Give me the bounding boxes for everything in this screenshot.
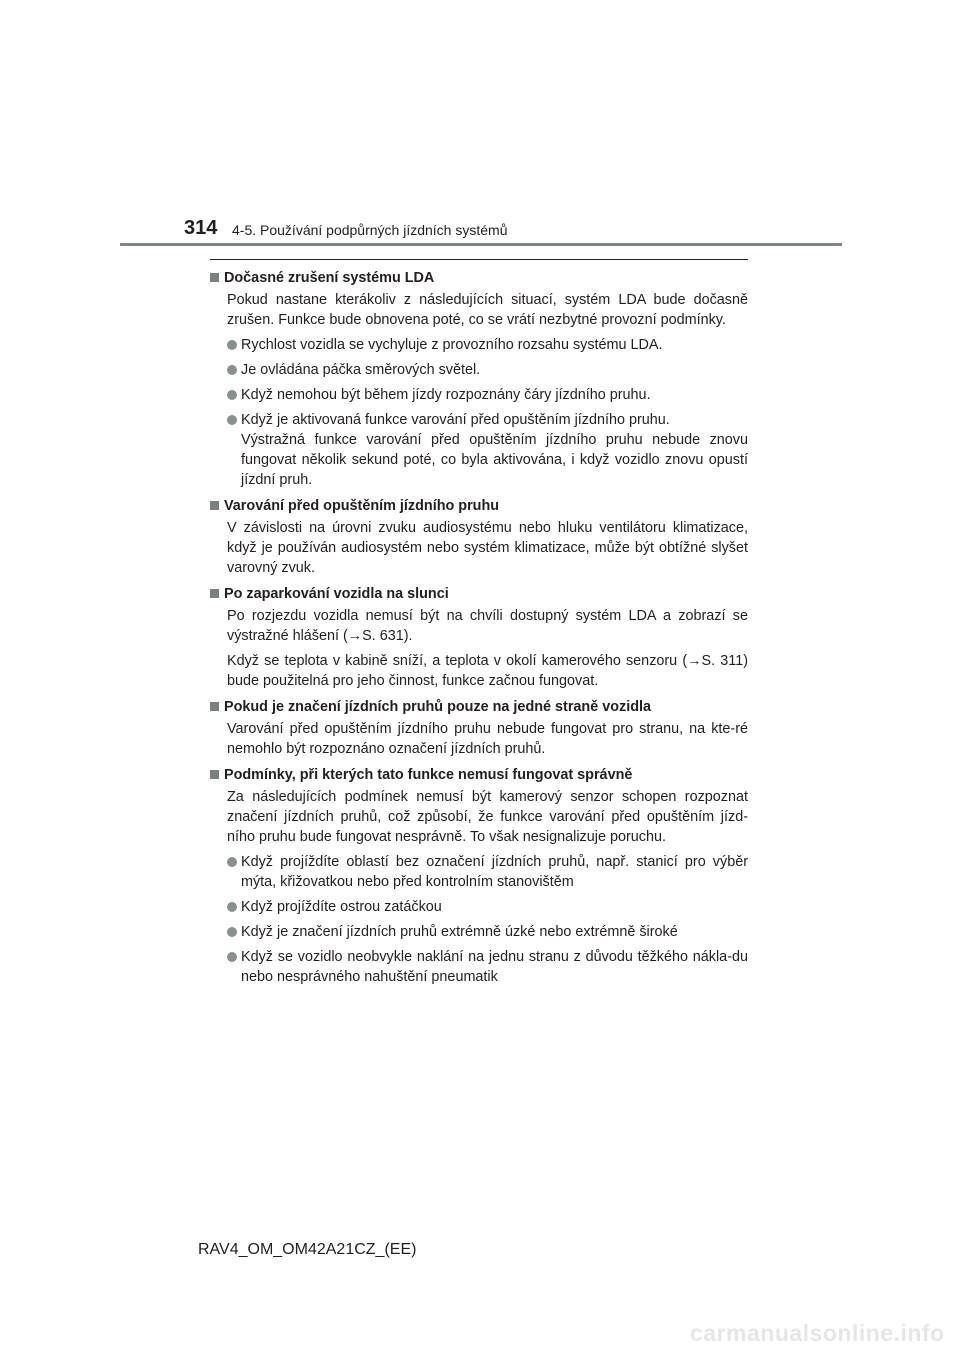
round-bullet-icon [227, 340, 237, 350]
bullet-item [210, 897, 748, 917]
bullet-line: Když je značení jízdních pruhů extrémně úzké nebo extrémně široké [241, 924, 678, 940]
section-heading [210, 268, 748, 288]
round-bullet-icon [227, 927, 237, 937]
page-number: 314 [184, 217, 218, 239]
bullet-text [241, 410, 748, 490]
square-bullet-icon [210, 501, 219, 510]
section-paragraph: Pokud nastane kterákoliv z následujících situací, systém LDA bude dočasně zrušen. Funkce bude obnovena poté, co se vrátí nezbytné provozní podmínky. [227, 292, 748, 328]
section-rule [210, 259, 748, 260]
bullet-text [241, 852, 748, 892]
section-heading-text: Varování před opuštěním jízdního pruhu [224, 498, 500, 514]
bullet-line: Když se vozidlo neobvykle naklání na jednu stranu z důvodu těžkého nákla-du nebo nesprávného nahuštění pneumatik [241, 949, 748, 985]
section-paragraph: Když se teplota v kabině sníží, a teplota v okolí kamerového senzoru (→S. 311) bude použitelná pro jeho činnost, funkce začnou fungovat. [227, 653, 748, 689]
bullet-item [210, 852, 748, 892]
section-paragraph: Po rozjezdu vozidla nemusí být na chvíli dostupný systém LDA a zobrazí se výstražné hlášení (→S. 631). [227, 608, 748, 644]
bullet-line: Je ovládána páčka směrových světel. [241, 362, 481, 378]
section-heading-text: Pokud je značení jízdních pruhů pouze na jedné straně vozidla [224, 699, 651, 715]
section-heading [210, 584, 748, 604]
section-heading-text: Dočasné zrušení systému LDA [224, 270, 435, 286]
section-paragraph: V závislosti na úrovni zvuku audiosystému nebo hluku ventilátoru klimatizace, když je používán audiosystém nebo systém klimatizace, může být obtížné slyšet varovný zvuk. [227, 520, 748, 576]
round-bullet-icon [227, 857, 237, 867]
section-block [210, 496, 748, 578]
bullet-text [241, 947, 748, 987]
section-block [210, 697, 748, 759]
section-block [210, 268, 748, 490]
section-heading-text: Po zaparkování vozidla na slunci [224, 586, 449, 602]
round-bullet-icon [227, 902, 237, 912]
watermark: carmanualsonline.info [690, 1320, 945, 1346]
round-bullet-icon [227, 415, 237, 425]
round-bullet-icon [227, 952, 237, 962]
footer-doc-code: RAV4_OM_OM42A21CZ_(EE) [198, 1241, 417, 1258]
section-heading-text: Podmínky, při kterých tato funkce nemusí fungovat správně [224, 767, 633, 783]
bullet-item [210, 410, 748, 490]
content [210, 268, 748, 993]
section-heading [210, 765, 748, 785]
section-paragraph: Za následujících podmínek nemusí být kamerový senzor schopen rozpoznat značení jízdních pruhů, což způsobí, že funkce varování před opuštěním jízd-ního pruhu bude fungovat nesprávně. To však nesignalizuje poruchu. [227, 789, 748, 845]
round-bullet-icon [227, 365, 237, 375]
bullet-line: Rychlost vozidla se vychyluje z provozního rozsahu systému LDA. [241, 337, 663, 353]
bullet-line: Výstražná funkce varování před opuštěním jízdního pruhu nebude znovu fungovat několik sekund poté, co byla aktivována, i když vozidlo znovu opustí jízdní pruh. [241, 432, 748, 488]
section-block [210, 765, 748, 987]
square-bullet-icon [210, 702, 219, 711]
bullet-text [241, 335, 748, 355]
bullet-line: Když nemohou být během jízdy rozpoznány čáry jízdního pruhu. [241, 387, 651, 403]
bullet-item [210, 385, 748, 405]
bullet-item [210, 947, 748, 987]
bullet-text [241, 922, 748, 942]
bullet-line: Když projíždíte oblastí bez označení jízdních pruhů, např. stanicí pro výběr mýta, křižovatkou nebo před kontrolním stanovištěm [241, 854, 748, 890]
section-heading [210, 697, 748, 717]
chapter-title: 4-5. Používání podpůrných jízdních systémů [232, 222, 508, 238]
square-bullet-icon [210, 273, 219, 282]
bullet-item [210, 335, 748, 355]
square-bullet-icon [210, 770, 219, 779]
square-bullet-icon [210, 589, 219, 598]
bullet-line: Když je aktivovaná funkce varování před opuštěním jízdního pruhu. [241, 412, 670, 428]
bullet-text [241, 897, 748, 917]
section-paragraph: Varování před opuštěním jízdního pruhu nebude fungovat pro stranu, na kte-ré nemohlo být rozpoznáno označení jízdních pruhů. [227, 721, 748, 757]
bullet-item [210, 922, 748, 942]
bullet-text [241, 385, 748, 405]
round-bullet-icon [227, 390, 237, 400]
bullet-item [210, 360, 748, 380]
section-heading [210, 496, 748, 516]
header-rule [120, 243, 842, 246]
bullet-text [241, 360, 748, 380]
section-block [210, 584, 748, 691]
bullet-line: Když projíždíte ostrou zatáčkou [241, 899, 442, 915]
